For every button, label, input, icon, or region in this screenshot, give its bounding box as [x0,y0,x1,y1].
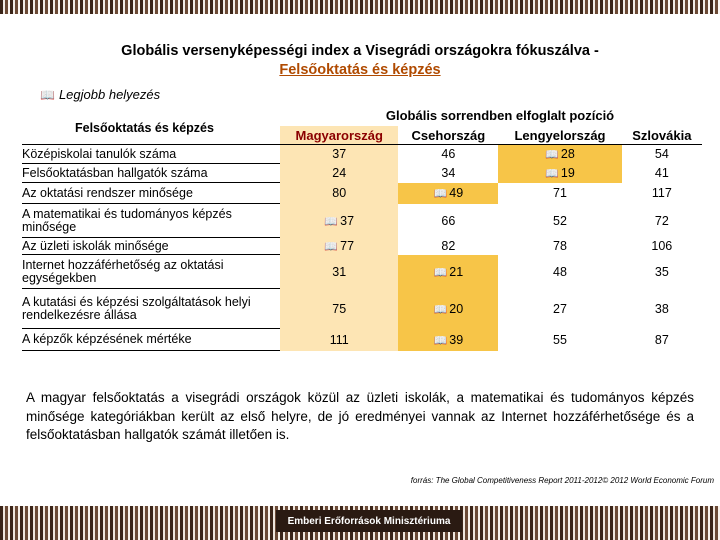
rank-value: 35 [654,264,669,279]
rank-value: 41 [654,166,669,180]
rank-cell [498,255,621,289]
rank-cell [498,164,621,183]
table-row [22,183,702,204]
rank-value: 75 [332,301,347,316]
rank-value: 31 [332,264,347,279]
rank-cell [622,255,702,289]
footer-ministry: Emberi Erőforrások Minisztériuma [276,510,462,532]
rank-cell [398,238,498,255]
header-country: Magyarország [280,126,398,145]
title-line1: Globális versenyképességi index a Visegrádi országokra fókuszálva - [121,43,599,59]
rank-value: 82 [441,239,456,253]
rank-value: 38 [654,301,669,316]
rank-cell [622,329,702,351]
table-left-header: Felsőoktatás és képzés [75,121,214,135]
row-label: A kutatási és képzési szolgáltatások helyi rendelkezésre állása [22,289,280,329]
top-decorative-band [0,0,720,14]
title-line2: Felsőoktatás és képzés [279,62,441,78]
rank-value: 39 [449,332,464,347]
rank-cell [498,289,621,329]
rank-cell [280,329,398,351]
table-row [22,164,702,183]
rank-value: 19 [560,166,575,180]
rank-value: 72 [654,213,669,228]
rank-cell [498,204,621,238]
rank-cell [398,204,498,238]
rank-value: 71 [553,186,567,200]
table-row [22,238,702,255]
rank-cell [622,238,702,255]
rank-cell [622,204,702,238]
table-header-row [22,126,702,145]
book-icon: 📖 [433,334,448,347]
rank-cell [622,183,702,204]
book-icon: 📖 [433,266,448,279]
legend-label: Legjobb helyezés [58,87,161,102]
rank-cell [280,145,398,164]
header-country: Csehország [398,126,498,145]
rank-cell [498,145,621,164]
rank-cell [498,329,621,351]
table-row [22,145,702,164]
header-corner [22,126,280,145]
rank-cell [398,145,498,164]
rank-cell [398,255,498,289]
rank-value: 80 [332,186,347,200]
row-label: Internet hozzáférhetőség az oktatási egységekben [22,255,280,289]
rank-cell [398,164,498,183]
row-label: Az oktatási rendszer minősége [22,183,280,204]
rank-cell [398,289,498,329]
rank-cell [398,329,498,351]
row-label: A matematikai és tudományos képzés minősége [22,204,280,238]
book-icon: 📖 [545,149,559,162]
rank-value: 20 [449,301,464,316]
rank-cell [622,145,702,164]
row-label: Az üzleti iskolák minősége [22,238,280,255]
rank-cell [280,289,398,329]
book-icon: 📖 [324,215,339,228]
book-icon: 📖 [324,241,339,253]
table-row [22,204,702,238]
rank-cell [280,238,398,255]
rank-value: 106 [651,239,673,253]
rank-cell [622,289,702,329]
book-icon: 📖 [433,188,448,200]
legend-bullet [40,87,160,102]
rank-value: 77 [340,239,355,253]
rank-value: 49 [449,186,464,200]
rank-cell [498,183,621,204]
row-label: Középiskolai tanulók száma [22,145,280,164]
table-row [22,329,702,351]
rank-value: 78 [553,239,567,253]
rank-value: 24 [332,166,347,180]
source-citation: forrás: The Global Competitiveness Report 2011-2012© 2012 World Economic Forum [410,476,714,485]
rank-cell [498,238,621,255]
rank-value: 27 [553,301,567,316]
book-icon: 📖 [433,303,448,316]
rank-value: 87 [654,332,669,347]
rank-value: 117 [651,186,672,200]
rank-value: 37 [340,213,355,228]
header-country: Lengyelország [498,126,621,145]
book-icon: 📖 [40,87,55,102]
rank-value: 48 [553,264,567,279]
rank-value: 37 [332,147,347,162]
row-label: A képzők képzésének mértéke [22,329,280,351]
rank-cell [280,204,398,238]
table-group-header: Globális sorrendben elfoglalt pozíció [385,108,615,123]
table-row [22,289,702,329]
header-country: Szlovákia [622,126,702,145]
row-label: Felsőoktatásban hallgatók száma [22,164,280,183]
rank-value: 111 [329,332,349,347]
rank-value: 21 [449,264,464,279]
book-icon: 📖 [545,168,559,180]
rank-cell [622,164,702,183]
summary-paragraph: A magyar felsőoktatás a visegrádi országok közül az üzleti iskolák, a matematikai és tudományos képzés minősége kategóriákban került az első helyre, de jó eredményei vannak az Internet hozzáférhetősége és a felsőoktatásban hallgatók számát illetően is. [26,390,694,442]
rank-value: 46 [441,147,456,162]
rank-cell [280,164,398,183]
rank-value: 52 [553,213,567,228]
page-title [20,42,700,80]
rank-value: 54 [654,147,669,162]
rank-value: 34 [441,166,456,180]
ranking-table [22,126,702,351]
rank-cell [280,183,398,204]
rank-cell [398,183,498,204]
rank-value: 66 [441,213,456,228]
table-row [22,255,702,289]
rank-value: 28 [560,147,575,162]
rank-cell [280,255,398,289]
rank-value: 55 [553,332,567,347]
